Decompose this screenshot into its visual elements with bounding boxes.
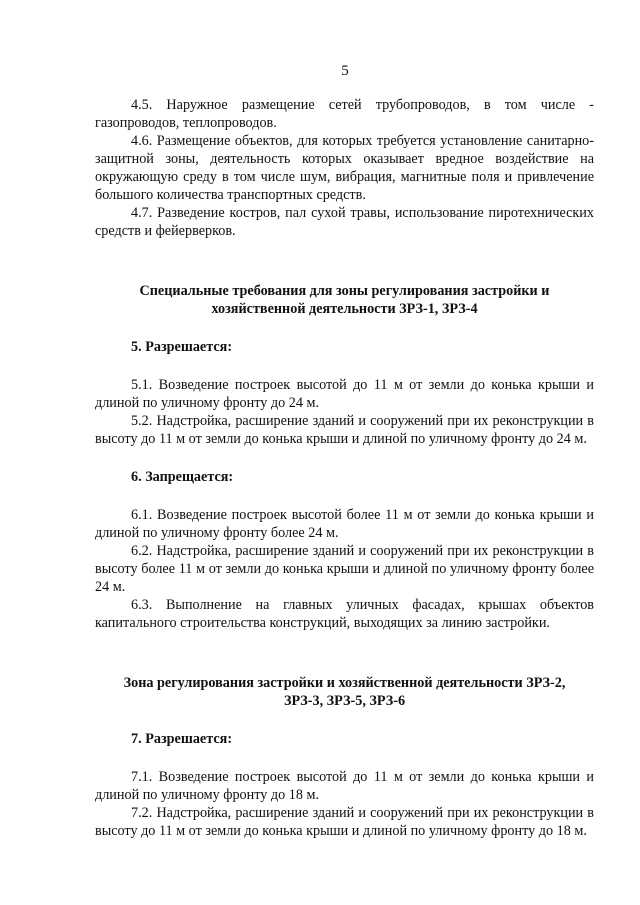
allowed-heading-5: 5. Разрешается: — [131, 339, 233, 355]
section-heading-line: хозяйственной деятельности ЗРЗ-1, ЗРЗ-4 — [211, 301, 478, 317]
paragraph-5-2: 5.2. Надстройка, расширение зданий и сооружений при их реконструкции в высоту до 11 м от земли до конька крыши и длиной по уличному фронту до 24 м. — [95, 413, 594, 447]
forbidden-heading-6: 6. Запрещается: — [131, 469, 234, 485]
paragraph-7-2: 7.2. Надстройка, расширение зданий и сооружений при их реконструкции в высоту до 11 м от земли до конька крыши и длиной по уличному фронту до 18 м. — [95, 805, 594, 839]
paragraph-6-2: 6.2. Надстройка, расширение зданий и сооружений при их реконструкции в высоту более 11 м от земли до конька крыши и длиной по уличному фронту более 24 м. — [95, 543, 594, 595]
section-heading-line: ЗРЗ-3, ЗРЗ-5, ЗРЗ-6 — [283, 693, 406, 709]
paragraph-4-6: 4.6. Размещение объектов, для которых требуется установление санитарно-защитной зоны, деятельность которых оказывает вредное воздействие на окружающую среду в том числе шум, вибрация, магнитные поля и привлечение большого количества транспортных средств. — [95, 133, 594, 203]
section-heading-line: Зона регулирования застройки и хозяйственной деятельности ЗРЗ-2, — [123, 675, 566, 691]
paragraph-7-1: 7.1. Возведение построек высотой до 11 м от земли до конька крыши и длиной по уличному фронту до 18 м. — [95, 769, 594, 803]
allowed-heading-7: 7. Разрешается: — [131, 731, 233, 747]
paragraph-5-1: 5.1. Возведение построек высотой до 11 м от земли до конька крыши и длиной по уличному фронту до 24 м. — [95, 377, 594, 411]
section-heading-zrz-1-4 — [95, 282, 594, 318]
section-heading-line: Специальные требования для зоны регулирования застройки и — [139, 283, 550, 299]
section-heading-zrz-2-3-5-6 — [95, 674, 594, 710]
paragraph-6-1: 6.1. Возведение построек высотой более 11 м от земли до конька крыши и длиной по уличному фронту более 24 м. — [95, 507, 594, 541]
page-number: 5 — [341, 63, 349, 79]
document-body — [95, 96, 594, 840]
paragraph-4-5: 4.5. Наружное размещение сетей трубопроводов, в том числе - газопроводов, теплопроводов. — [95, 97, 594, 131]
paragraph-6-3: 6.3. Выполнение на главных уличных фасадах, крышах объектов капитального строительства конструкций, выходящих за линию застройки. — [95, 597, 594, 631]
paragraph-4-7: 4.7. Разведение костров, пал сухой травы, использование пиротехнических средств и фейерверков. — [95, 205, 594, 239]
